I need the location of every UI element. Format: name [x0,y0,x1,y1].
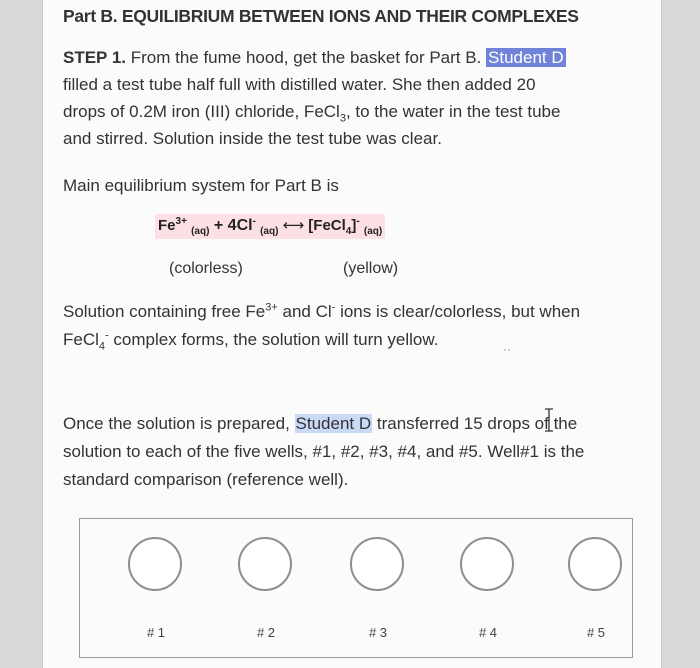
eq-complex-sub: 4 [345,226,352,237]
well-plate [79,518,633,658]
eq-complex-charge: - [356,216,360,227]
eq-complex: [FeCl [308,217,346,234]
step-text-3a: drops of 0.2M iron (III) chloride, FeCl [63,102,340,121]
step-line-4: and stirred. Solution inside the test tube was clear. [63,129,442,148]
well-5[interactable] [568,537,622,591]
eq-plus-cl: + 4Cl [209,217,253,234]
well-1[interactable] [128,537,182,591]
eq-fe: Fe [158,217,176,234]
document-page [42,0,662,668]
well-label-2: # 2 [256,625,276,640]
eq-arrow: ⟷ [282,217,305,234]
selected-text-student-d[interactable]: Student D [488,48,564,67]
step-line-3 [63,98,651,125]
solution-line-1 [63,298,653,326]
transfer-paragraph [63,410,653,494]
highlighted-text-student-d[interactable]: Student D [295,414,372,433]
solution-fe-charge: 3+ [265,301,278,314]
solution-text-e: complex forms, the solution will turn yellow. [108,330,439,349]
transfer-line-1 [63,410,653,438]
yellow-label: (yellow) [343,260,399,277]
colorless-label: (colorless) [169,260,243,277]
main-equilibrium-label: Main equilibrium system for Part B is [63,176,339,195]
step-text-1: From the fume hood, get the basket for Part B. [126,48,487,67]
solution-complex-charge: - [105,329,109,342]
well-4[interactable] [460,537,514,591]
eq-aq-2: (aq) [260,226,279,237]
transfer-text-a: Once the solution is prepared, [63,414,295,433]
step-subscript-3: 3 [339,112,346,125]
stray-dots: ·· [503,342,511,356]
well-label-1: # 1 [146,625,166,640]
well-label-5: # 5 [586,625,606,640]
step-text-3b: , to the water in the test tube [345,102,561,121]
solution-text-a: Solution containing free Fe [63,302,266,321]
well-3[interactable] [350,537,404,591]
solution-text-b: and Cl [277,302,332,321]
solution-paragraph [63,298,653,354]
eq-aq-3: (aq) [363,226,383,237]
equilibrium-equation [155,214,385,239]
solution-text-d: FeCl [63,330,99,349]
solution-sub-4: 4 [98,340,106,353]
step-line-1 [63,44,651,71]
well-label-3: # 3 [368,625,388,640]
solution-cl-charge: - [331,301,336,314]
transfer-line-2: solution to each of the five wells, #1, #2, #3, #4, and #5. Well#1 is the [63,442,585,461]
step-label: STEP 1. [63,48,126,67]
step-line-2: filled a test tube half full with distilled water. She then added 20 [63,75,536,94]
eq-aq-1: (aq) [191,226,210,237]
solution-line-2 [63,326,653,354]
transfer-line-3: standard comparison (reference well). [63,470,349,489]
eq-fe-charge: 3+ [175,216,187,227]
solution-text-c: ions is clear/colorless, but when [335,302,581,321]
eq-complex-close: ] [351,217,357,234]
well-2[interactable] [238,537,292,591]
transfer-text-b: transferred 15 drops of the [372,414,578,433]
eq-cl-charge: - [252,216,256,227]
text-cursor-icon [544,408,554,432]
step-1-paragraph [63,44,651,152]
section-heading: Part B. EQUILIBRIUM BETWEEN IONS AND THEIR COMPLEXES [63,6,579,26]
well-label-4: # 4 [478,625,498,640]
